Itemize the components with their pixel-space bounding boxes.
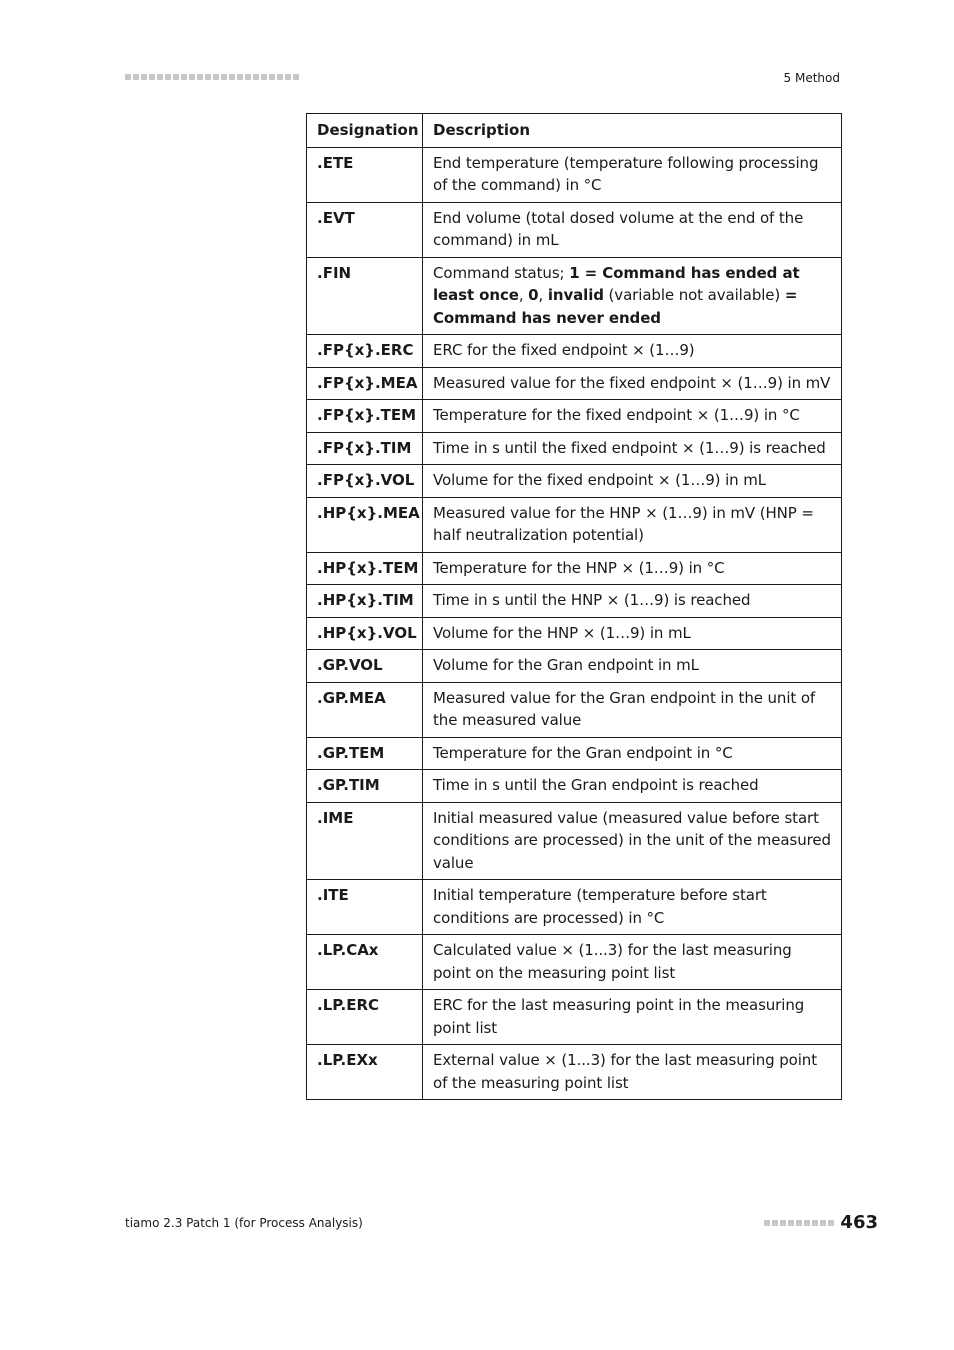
description-cell: ERC for the fixed endpoint × (1…9): [423, 335, 842, 368]
decoration-square: [253, 74, 259, 80]
decoration-square: [229, 74, 235, 80]
table-row: [307, 770, 842, 803]
designation-cell: .FP{x}.ERC: [307, 335, 423, 368]
decoration-square: [157, 74, 163, 80]
footer-page: [764, 1212, 878, 1233]
table-row: [307, 465, 842, 498]
description-cell: End volume (total dosed volume at the end of the command) in mL: [423, 202, 842, 257]
table-row: [307, 802, 842, 880]
description-cell: Time in s until the fixed endpoint × (1…9) is reached: [423, 432, 842, 465]
description-cell: Temperature for the Gran endpoint in °C: [423, 737, 842, 770]
description-cell: Volume for the Gran endpoint in mL: [423, 650, 842, 683]
decoration-square: [181, 74, 187, 80]
decoration-square: [812, 1220, 818, 1226]
description-cell: Initial temperature (temperature before start conditions are processed) in °C: [423, 880, 842, 935]
designation-cell: .IME: [307, 802, 423, 880]
description-cell: Time in s until the Gran endpoint is reached: [423, 770, 842, 803]
reference-table: [306, 113, 842, 1100]
designation-cell: .FIN: [307, 257, 423, 335]
decoration-square: [780, 1220, 786, 1226]
decoration-square: [277, 74, 283, 80]
table-row: [307, 935, 842, 990]
decoration-square: [133, 74, 139, 80]
description-text: ,: [538, 286, 548, 304]
description-text: (variable not available): [603, 286, 785, 304]
decoration-square: [205, 74, 211, 80]
decoration-square: [173, 74, 179, 80]
description-emphasis: = Command has never ended: [433, 286, 798, 327]
decoration-square: [764, 1220, 770, 1226]
decoration-square: [197, 74, 203, 80]
footer-decoration: [764, 1220, 834, 1226]
column-header-description: Description: [423, 114, 842, 148]
description-cell: Volume for the HNP × (1…9) in mL: [423, 617, 842, 650]
footer-product: tiamo 2.3 Patch 1 (for Process Analysis): [125, 1216, 363, 1230]
description-cell: External value × (1...3) for the last measuring point of the measuring point list: [423, 1045, 842, 1100]
section-title: 5 Method: [783, 71, 840, 85]
decoration-square: [828, 1220, 834, 1226]
description-cell: Temperature for the HNP × (1…9) in °C: [423, 552, 842, 585]
table-row: [307, 552, 842, 585]
decoration-square: [125, 74, 131, 80]
table-row: [307, 1045, 842, 1100]
description-cell: Calculated value × (1...3) for the last measuring point on the measuring point list: [423, 935, 842, 990]
table-row: [307, 202, 842, 257]
decoration-square: [804, 1220, 810, 1226]
decoration-square: [269, 74, 275, 80]
designation-cell: .FP{x}.MEA: [307, 367, 423, 400]
designation-cell: .ITE: [307, 880, 423, 935]
table-row: [307, 650, 842, 683]
description-emphasis: invalid: [547, 286, 604, 304]
decoration-square: [293, 74, 299, 80]
description-cell: ERC for the last measuring point in the measuring point list: [423, 990, 842, 1045]
designation-cell: .FP{x}.VOL: [307, 465, 423, 498]
table-header-row: [307, 114, 842, 148]
table-row: [307, 257, 842, 335]
designation-cell: .GP.TEM: [307, 737, 423, 770]
table-row: [307, 990, 842, 1045]
column-header-designation: Designation: [307, 114, 423, 148]
decoration-square: [796, 1220, 802, 1226]
description-cell: Measured value for the Gran endpoint in the unit of the measured value: [423, 682, 842, 737]
table-row: [307, 682, 842, 737]
description-cell: End temperature (temperature following processing of the command) in °C: [423, 147, 842, 202]
header-decoration: [125, 74, 299, 80]
table-row: [307, 497, 842, 552]
description-emphasis: 0: [528, 286, 539, 304]
decoration-square: [165, 74, 171, 80]
description-cell: Temperature for the fixed endpoint × (1…9) in °C: [423, 400, 842, 433]
designation-cell: .HP{x}.VOL: [307, 617, 423, 650]
decoration-square: [237, 74, 243, 80]
table-row: [307, 367, 842, 400]
table-body: [307, 147, 842, 1100]
decoration-square: [772, 1220, 778, 1226]
description-cell: [423, 257, 842, 335]
table-row: [307, 617, 842, 650]
table-row: [307, 335, 842, 368]
decoration-square: [149, 74, 155, 80]
decoration-square: [820, 1220, 826, 1226]
decoration-square: [213, 74, 219, 80]
table-row: [307, 880, 842, 935]
table-row: [307, 147, 842, 202]
designation-cell: .GP.TIM: [307, 770, 423, 803]
decoration-square: [221, 74, 227, 80]
designation-cell: .LP.CAx: [307, 935, 423, 990]
designation-cell: .ETE: [307, 147, 423, 202]
decoration-square: [141, 74, 147, 80]
description-cell: Measured value for the HNP × (1…9) in mV (HNP = half neutralization potential): [423, 497, 842, 552]
designation-cell: .FP{x}.TEM: [307, 400, 423, 433]
designation-cell: .HP{x}.MEA: [307, 497, 423, 552]
page-number: 463: [840, 1212, 878, 1233]
description-emphasis: 1 = Command has ended at least once: [433, 263, 800, 304]
description-cell: Measured value for the fixed endpoint × (1…9) in mV: [423, 367, 842, 400]
designation-cell: .GP.MEA: [307, 682, 423, 737]
decoration-square: [189, 74, 195, 80]
designation-cell: .GP.VOL: [307, 650, 423, 683]
description-text: ,: [518, 286, 529, 304]
designation-cell: .LP.ERC: [307, 990, 423, 1045]
description-cell: Volume for the fixed endpoint × (1…9) in mL: [423, 465, 842, 498]
decoration-square: [788, 1220, 794, 1226]
designation-cell: .FP{x}.TIM: [307, 432, 423, 465]
description-text: Command status;: [433, 263, 570, 282]
designation-cell: .LP.EXx: [307, 1045, 423, 1100]
decoration-square: [285, 74, 291, 80]
designation-cell: .EVT: [307, 202, 423, 257]
table-row: [307, 400, 842, 433]
description-cell: Initial measured value (measured value before start conditions are processed) in the unit of the measured value: [423, 802, 842, 880]
table-row: [307, 585, 842, 618]
designation-cell: .HP{x}.TIM: [307, 585, 423, 618]
designation-cell: .HP{x}.TEM: [307, 552, 423, 585]
description-cell: Time in s until the HNP × (1…9) is reached: [423, 585, 842, 618]
table-row: [307, 737, 842, 770]
table-row: [307, 432, 842, 465]
decoration-square: [245, 74, 251, 80]
decoration-square: [261, 74, 267, 80]
